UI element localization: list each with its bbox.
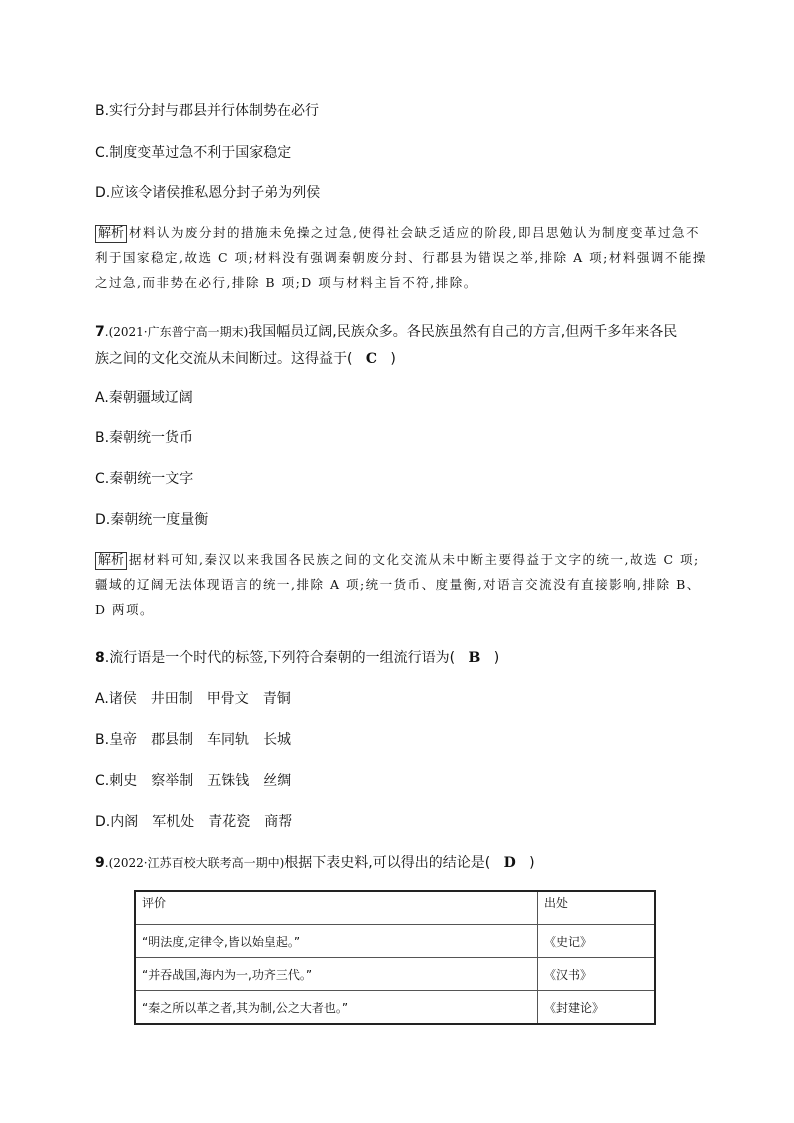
table-header-row	[135, 891, 655, 925]
explanation-block	[95, 220, 707, 295]
question-source: .(2022·江苏百校大联考高一期中)	[104, 856, 285, 870]
question-9-stem: 9.(2022·江苏百校大联考高一期中)根据下表史料,可以得出的结论是( D )	[95, 855, 535, 871]
explanation-line: 利于国家稳定,故选 C 项;材料没有强调秦朝废分封、行郡县为错误之举,排除 A 项;材料强调不能操	[95, 250, 707, 265]
source-table	[134, 890, 656, 1025]
option-d: D.内阁 军机处 青花瓷 商帮	[95, 814, 293, 830]
table-cell: “秦之所以革之者,其为制,公之大者也。”	[135, 991, 538, 1025]
table-header-cell: 出处	[538, 891, 656, 925]
explanation-block	[95, 547, 701, 622]
explanation-tag: 解析	[95, 225, 127, 243]
explanation-tag: 解析	[95, 552, 127, 570]
option-d: D.应该令诸侯推私恩分封子弟为列侯	[95, 185, 321, 201]
table-cell: “并吞战国,海内为一,功齐三代。”	[135, 958, 538, 991]
option-a: A.诸侯 井田制 甲骨文 青铜	[95, 691, 291, 707]
option-d: D.秦朝统一度量衡	[95, 512, 209, 528]
answer-letter: C	[365, 351, 377, 367]
question-7-stem-line2: 族之间的文化交流从未间断过。这得益于( C )	[95, 351, 396, 367]
table-header-cell: 评价	[135, 891, 538, 925]
explanation-line: 之过急,而非势在必行,排除 B 项;D 项与材料主旨不符,排除。	[95, 275, 478, 290]
option-c: C.秦朝统一文字	[95, 471, 194, 487]
question-number: 8	[95, 650, 105, 666]
option-a: A.秦朝疆域辽阔	[95, 390, 193, 406]
question-8-stem: 8.流行语是一个时代的标签,下列符合秦朝的一组流行语为( B )	[95, 650, 500, 666]
explanation-line: D 两项。	[95, 602, 154, 617]
answer-letter: D	[503, 855, 516, 871]
table-cell: 《史记》	[538, 925, 656, 958]
explanation-line: 疆域的辽阔无法体现语言的统一,排除 A 项;统一货币、度量衡,对语言交流没有直接影响,排除 B、	[95, 577, 701, 592]
table-row	[135, 958, 655, 991]
table-cell: 《封建论》	[538, 991, 656, 1025]
option-c: C.制度变革过急不利于国家稳定	[95, 145, 292, 161]
table-cell: 《汉书》	[538, 958, 656, 991]
table-row	[135, 991, 655, 1025]
question-number: 9	[95, 855, 105, 871]
option-c: C.刺史 察举制 五铢钱 丝绸	[95, 773, 292, 789]
question-source: .(2021·广东普宁高一期末)	[104, 325, 249, 339]
table-row	[135, 925, 655, 958]
explanation-line: 解析 据材料可知,秦汉以来我国各民族之间的文化交流从未中断主要得益于文字的统一,故选 C 项;	[95, 547, 695, 572]
question-number: 7	[95, 324, 105, 340]
question-7-stem-line1: 7.(2021·广东普宁高一期末)我国幅员辽阔,民族众多。各民族虽然有自己的方言,但两千多年来各民	[95, 324, 678, 340]
option-b: B.实行分封与郡县并行体制势在必行	[95, 103, 320, 119]
table-cell: “明法度,定律令,皆以始皇起。”	[135, 925, 538, 958]
option-b: B.皇帝 郡县制 车同轨 长城	[95, 732, 292, 748]
option-b: B.秦朝统一货币	[95, 430, 194, 446]
answer-letter: B	[468, 650, 481, 666]
explanation-line: 解析 材料认为废分封的措施未免操之过急,使得社会缺乏适应的阶段,即吕思勉认为制度变革过急不	[95, 220, 695, 245]
